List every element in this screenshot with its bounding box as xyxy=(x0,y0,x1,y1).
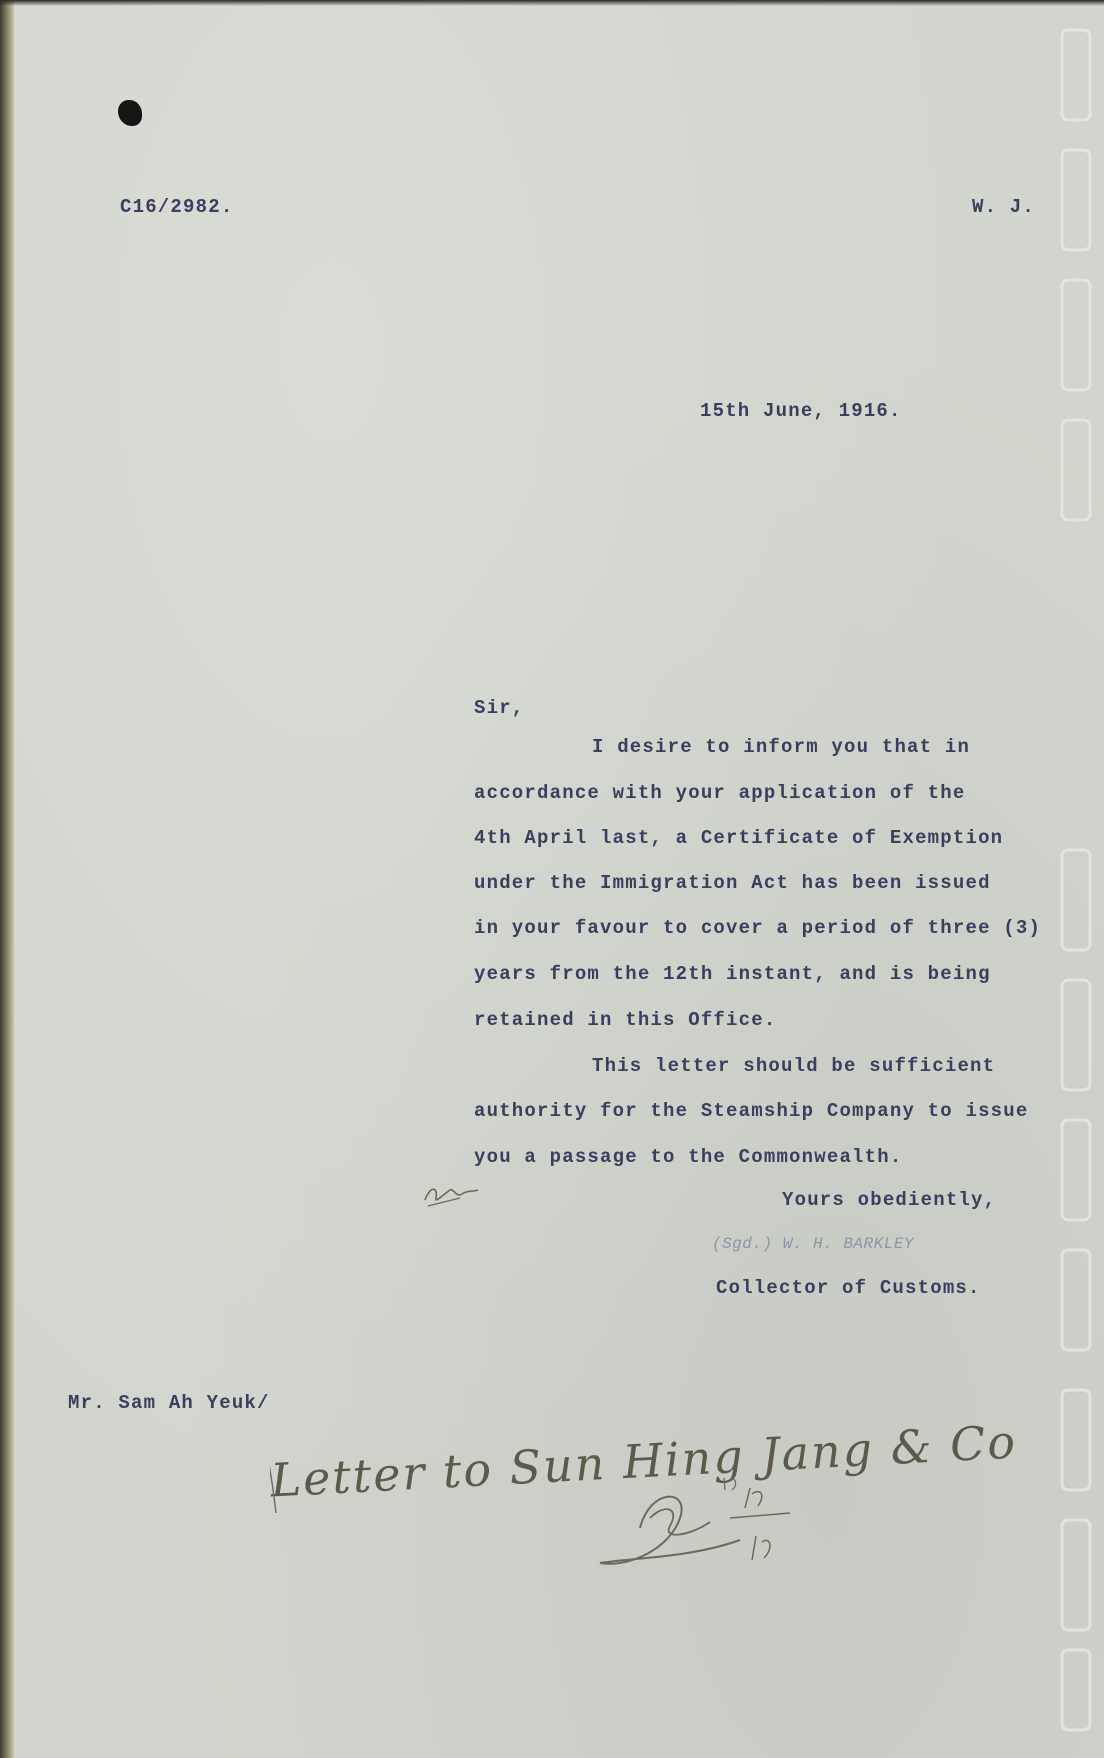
file-reference: C16/2982. xyxy=(120,196,234,218)
body-line: you a passage to the Commonwealth. xyxy=(474,1146,903,1168)
vertical-watermark-strip xyxy=(1056,20,1096,1740)
typist-initials: W. J. xyxy=(972,196,1036,218)
handwritten-note: Letter to Sun Hing Jang & Co xyxy=(269,1414,1019,1508)
signatory-title: Collector of Customs. xyxy=(716,1277,981,1299)
body-line: 4th April last, a Certificate of Exemption xyxy=(474,827,1004,849)
body-line: authority for the Steamship Company to issue xyxy=(474,1100,1029,1122)
salutation: Sir, xyxy=(474,697,525,719)
closing: Yours obediently, xyxy=(782,1189,997,1211)
body-line: under the Immigration Act has been issued xyxy=(474,872,991,894)
body-line: in your favour to cover a period of three (3) xyxy=(474,917,1042,939)
page-binding-edge xyxy=(0,0,14,1758)
addressee: Mr. Sam Ah Yeuk/ xyxy=(68,1392,270,1414)
body-line: years from the 12th instant, and is being xyxy=(474,963,991,985)
body-line: This letter should be sufficient xyxy=(592,1055,996,1077)
pencil-initials xyxy=(420,1176,490,1210)
body-line: I desire to inform you that in xyxy=(592,736,971,758)
body-line: accordance with your application of the xyxy=(474,782,966,804)
signature-stamp: (Sgd.) W. H. BARKLEY xyxy=(712,1235,915,1253)
handwritten-note-area xyxy=(269,1414,1019,1578)
handwritten-flourish xyxy=(270,1418,910,1578)
body-line: retained in this Office. xyxy=(474,1009,777,1031)
page-top-shadow xyxy=(0,0,1104,6)
punch-hole-mark xyxy=(118,100,142,126)
letter-date: 15th June, 1916. xyxy=(700,400,902,422)
